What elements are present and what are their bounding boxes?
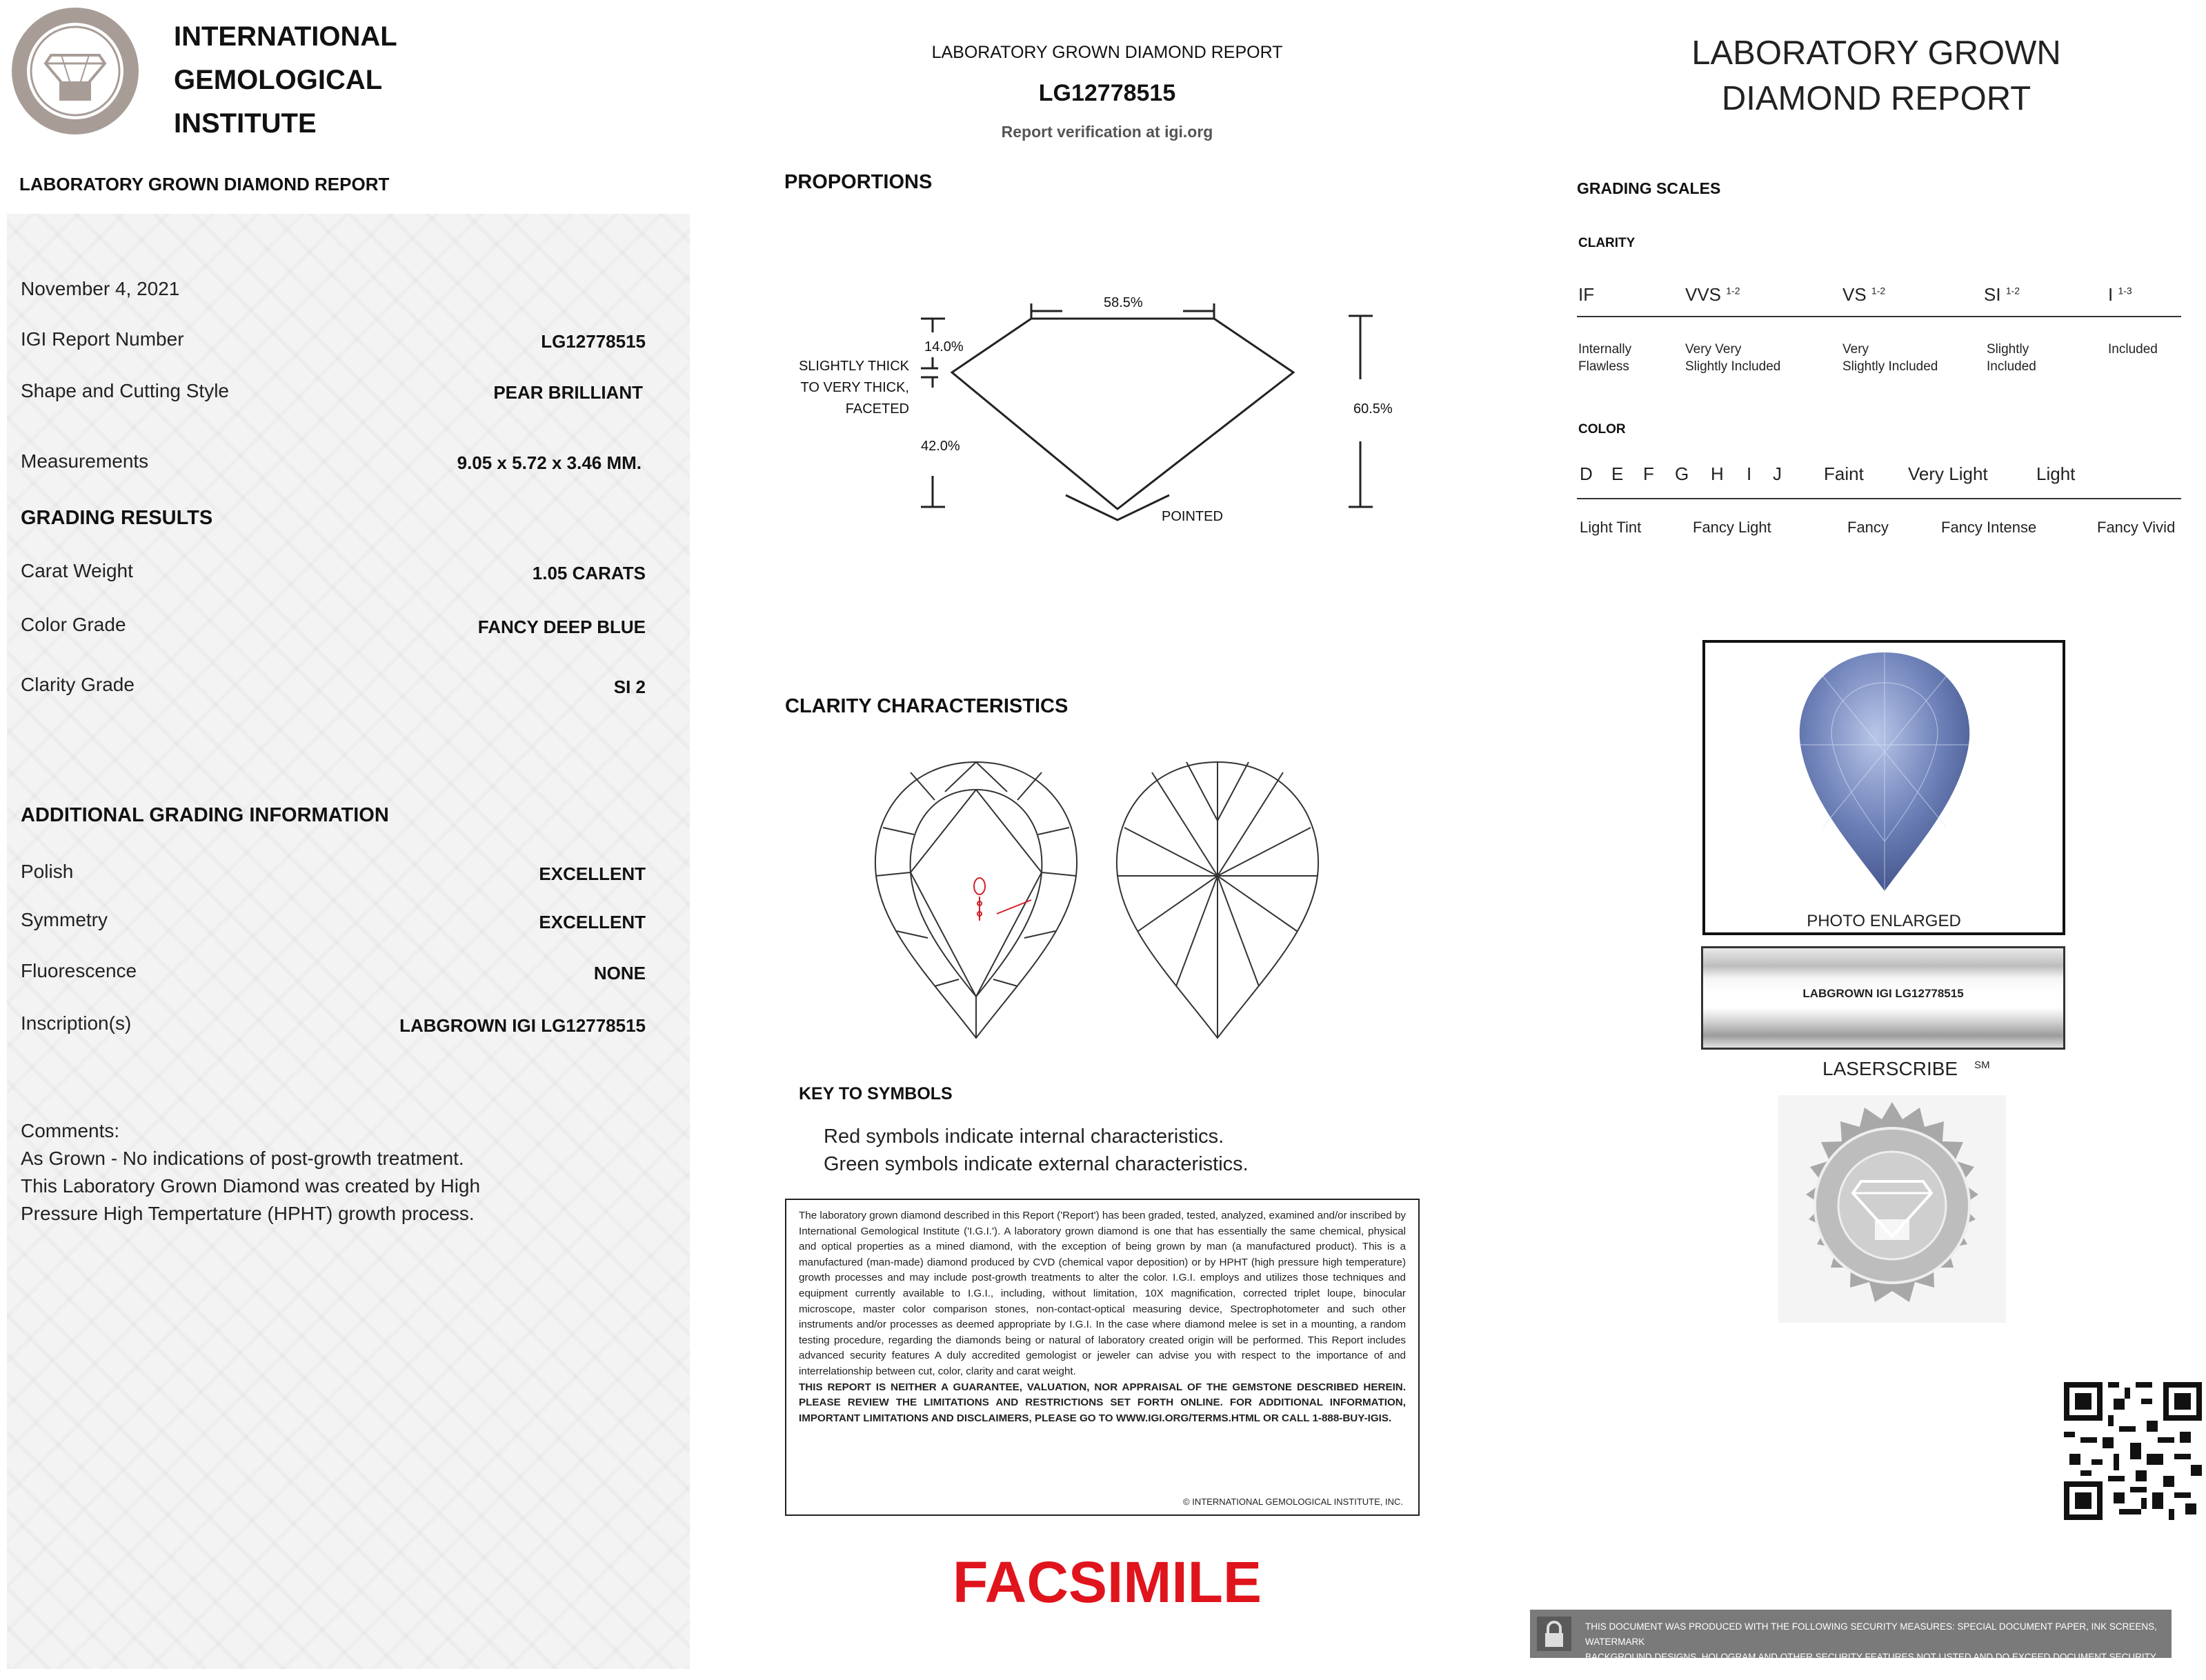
field-value: LABGROWN IGI LG12778515	[399, 1015, 646, 1036]
comments-line: As Grown - No indications of post-growth treatment.	[21, 1148, 464, 1169]
clarity-desc-line: Included	[2108, 342, 2158, 357]
igi-logo	[10, 6, 141, 137]
clarity-desc	[2108, 341, 2158, 358]
comments-label: Comments:	[21, 1120, 120, 1141]
fancy-grade: Fancy Intense	[1941, 519, 2037, 536]
org-name	[174, 15, 397, 146]
clarity-desc-line: Flawless	[1578, 359, 1629, 374]
clarity-code: SI	[1984, 284, 2001, 305]
culet-description: POINTED	[1162, 509, 1223, 524]
security-note-line: THIS DOCUMENT WAS PRODUCED WITH THE FOLLOWING SECURITY MEASURES: SPECIAL DOCUMENT PAPER, INK SCREENS, WATERMARK	[1585, 1621, 2157, 1647]
comments	[21, 1117, 573, 1228]
org-name-line: INTERNATIONAL	[174, 21, 397, 52]
table-percent: 58.5%	[1104, 295, 1143, 310]
clarity-desc	[1987, 341, 2036, 375]
report-date: November 4, 2021	[21, 278, 180, 299]
fancy-grade: Fancy Vivid	[2097, 519, 2176, 536]
girdle-line: FACETED	[845, 401, 909, 417]
clarity-scale-title: CLARITY	[1578, 236, 1636, 250]
field-label: Color Grade	[21, 614, 126, 635]
color-letter: G	[1675, 463, 1689, 484]
clarity-code: VS	[1842, 284, 1867, 305]
color-letter: E	[1611, 463, 1624, 484]
proportions-title: PROPORTIONS	[784, 171, 933, 193]
field-label: Measurements	[21, 450, 149, 472]
color-letter: F	[1643, 463, 1654, 484]
laserscribe-image	[1701, 946, 2065, 1050]
color-letter: J	[1773, 463, 1782, 484]
fancy-grade: Fancy	[1847, 519, 1889, 536]
clarity-scale-item	[2108, 284, 2132, 306]
clarity-sup: 1-2	[2005, 285, 2020, 297]
hologram-seal	[1778, 1095, 2006, 1323]
field-label: Inscription(s)	[21, 1012, 132, 1034]
field-value: PEAR BRILLIANT	[493, 382, 643, 403]
girdle-description	[778, 356, 909, 420]
security-note-text	[1585, 1619, 2172, 1680]
clarity-desc-line: Internally	[1578, 342, 1632, 357]
field-label: Fluorescence	[21, 960, 137, 981]
security-note-line: BACKGROUND DESIGNS, HOLOGRAM AND OTHER SECURITY FEATURES NOT LISTED AND DO EXCEED DOCUMENT SECURITY INDUSTRY GUIDELINES.	[1585, 1652, 2156, 1677]
clarity-scale-item	[1984, 284, 2020, 306]
fancy-grade: Light Tint	[1580, 519, 1642, 536]
left-report-title: LABORATORY GROWN DIAMOND REPORT	[19, 174, 390, 194]
diamond-photo	[1795, 648, 1974, 897]
field-value: 1.05 CARATS	[532, 563, 646, 583]
org-name-line: GEMOLOGICAL	[174, 65, 383, 95]
disclaimer-copyright: © INTERNATIONAL GEMOLOGICAL INSTITUTE, INC.	[1183, 1497, 1403, 1508]
photo-caption: PHOTO ENLARGED	[1807, 912, 1961, 930]
right-title-line: DIAMOND REPORT	[1721, 80, 2031, 117]
clarity-scale-item	[1685, 284, 1740, 306]
right-title	[1614, 30, 2138, 121]
lock-icon	[1537, 1617, 1571, 1651]
field-label: Shape and Cutting Style	[21, 380, 229, 401]
field-value: FANCY DEEP BLUE	[477, 617, 646, 637]
field-label: Carat Weight	[21, 560, 133, 581]
clarity-sup: 1-3	[2118, 285, 2132, 297]
watermark-panel	[7, 214, 690, 1669]
clarity-sup: 1-2	[1871, 285, 1886, 297]
clarity-characteristics-title: CLARITY CHARACTERISTICS	[785, 695, 1069, 717]
key-to-symbols-title: KEY TO SYMBOLS	[799, 1084, 953, 1103]
clarity-plot-crown	[869, 759, 1090, 1041]
depth-percent: 60.5%	[1353, 401, 1393, 417]
facsimile-stamp: FACSIMILE	[952, 1550, 1262, 1614]
clarity-code: VVS	[1685, 284, 1722, 305]
field-label: Polish	[21, 861, 74, 882]
color-letter: I	[1747, 463, 1752, 484]
laserscribe-inscription: LABGROWN IGI LG12778515	[1802, 987, 1964, 1000]
field-value: EXCELLENT	[539, 863, 646, 884]
field-value: 9.05 x 5.72 x 3.46 MM.	[457, 452, 642, 473]
org-name-line: INSTITUTE	[174, 108, 317, 139]
comments-line: This Laboratory Grown Diamond was created by High	[21, 1175, 481, 1197]
clarity-scale-item	[1842, 284, 1885, 306]
color-letter: D	[1580, 463, 1593, 484]
field-value: SI 2	[613, 677, 646, 697]
report-type: LABORATORY GROWN DIAMOND REPORT	[931, 43, 1283, 62]
pavilion-percent: 42.0%	[921, 439, 960, 454]
security-note	[1530, 1610, 2172, 1677]
report-verification: Report verification at igi.org	[1001, 123, 1213, 141]
crown-percent: 14.0%	[924, 339, 964, 354]
field-label: Clarity Grade	[21, 674, 135, 695]
key-line: Red symbols indicate internal characteristics.	[824, 1126, 1224, 1148]
girdle-line: TO VERY THICK,	[800, 380, 909, 395]
field-value: NONE	[593, 963, 646, 983]
diamond-photo-frame	[1702, 640, 2065, 935]
laserscribe-sup: SM	[1974, 1059, 1990, 1071]
clarity-desc-line: Slightly Included	[1842, 359, 1938, 374]
fancy-grade: Fancy Light	[1693, 519, 1771, 536]
grading-scales-title: GRADING SCALES	[1577, 179, 1721, 197]
clarity-desc	[1842, 341, 1938, 375]
qr-code[interactable]	[2064, 1382, 2202, 1520]
clarity-plot-pavilion	[1111, 759, 1331, 1041]
field-value: EXCELLENT	[539, 912, 646, 932]
color-letter: H	[1711, 463, 1724, 484]
comments-line: Pressure High Tempertature (HPHT) growth process.	[21, 1203, 475, 1224]
field-label: IGI Report Number	[21, 328, 184, 350]
clarity-scale-underline	[1577, 316, 2181, 317]
clarity-desc-line: Very	[1842, 342, 1869, 357]
clarity-desc-line: Included	[1987, 359, 2036, 374]
field-value: LG12778515	[541, 331, 646, 352]
laserscribe-text: LASERSCRIBE	[1822, 1058, 1958, 1079]
color-word: Faint	[1824, 463, 1864, 484]
grading-results-title: GRADING RESULTS	[21, 507, 213, 529]
disclaimer-text: The laboratory grown diamond described in this Report ('Report') has been graded, tested, analyzed, examined and/or inscribed by International Gemological Institute ('I.G.I.'). A laboratory grown diamond is one that has essentially the same chemical, physical and optical properties as a mined diamond, with the exception of being grown by man (a manufactured product). This is a manufactured (man-made) diamond produced by CVD (chemical vapor deposition) or by HPHT (high pressure high temperature) growth processes and may include post-growth treatments to alter the color. I.G.I. employs and utilizes those techniques and equipment currently available to I.G.I., including, without limitation, 10X magnification, corrected triplet loupe, binocular microscope, master color comparison stones, non-contact-optical measuring device, Spectrophotometer and such other instruments and/or processes as deemed appropriate by I.G.I. In the case where diamond melee is set in a mounting, a random testing procedure, regarding the diamonds being or natural of laboratory created origin will be performed. This Report includes advanced security features A duly accredited gemologist or jeweler can advise you with respect to the importance of and interrelationship between cut, color, clarity and carat weight.	[799, 1210, 1406, 1377]
clarity-sup: 1-2	[1726, 285, 1740, 297]
clarity-code: I	[2108, 284, 2114, 305]
key-line: Green symbols indicate external characteristics.	[824, 1153, 1249, 1175]
color-word: Very Light	[1908, 463, 1988, 484]
disclaimer-caps: THIS REPORT IS NEITHER A GUARANTEE, VALUATION, NOR APPRAISAL OF THE GEMSTONE DESCRIBED HEREIN. PLEASE REVIEW THE LIMITATIONS AND RESTRICTIONS SET FORTH ONLINE. FOR ADDITIONAL INFORMATION, IMPORTANT LIMITATIONS AND DISCLAIMERS, PLEASE GO TO WWW.IGI.ORG/TERMS.HTML OR CALL 1-888-BUY-IGIS.	[799, 1381, 1406, 1424]
color-word: Light	[2036, 463, 2076, 484]
clarity-desc	[1578, 341, 1631, 375]
clarity-desc-line: Slightly Included	[1685, 359, 1781, 374]
laserscribe-label	[1822, 1058, 1990, 1080]
field-label: Symmetry	[21, 909, 108, 930]
clarity-code: IF	[1578, 284, 1595, 305]
clarity-desc-line: Slightly	[1987, 342, 2029, 357]
disclaimer-box	[785, 1199, 1420, 1516]
color-scale-title: COLOR	[1578, 422, 1626, 437]
additional-info-title: ADDITIONAL GRADING INFORMATION	[21, 804, 389, 826]
clarity-desc-line: Very Very	[1685, 342, 1742, 357]
color-scale-underline	[1577, 498, 2181, 499]
clarity-desc	[1685, 341, 1780, 375]
clarity-scale-item	[1578, 284, 1594, 306]
girdle-line: SLIGHTLY THICK	[798, 359, 909, 374]
report-number: LG12778515	[1038, 80, 1176, 106]
right-title-line: LABORATORY GROWN	[1691, 34, 2061, 72]
